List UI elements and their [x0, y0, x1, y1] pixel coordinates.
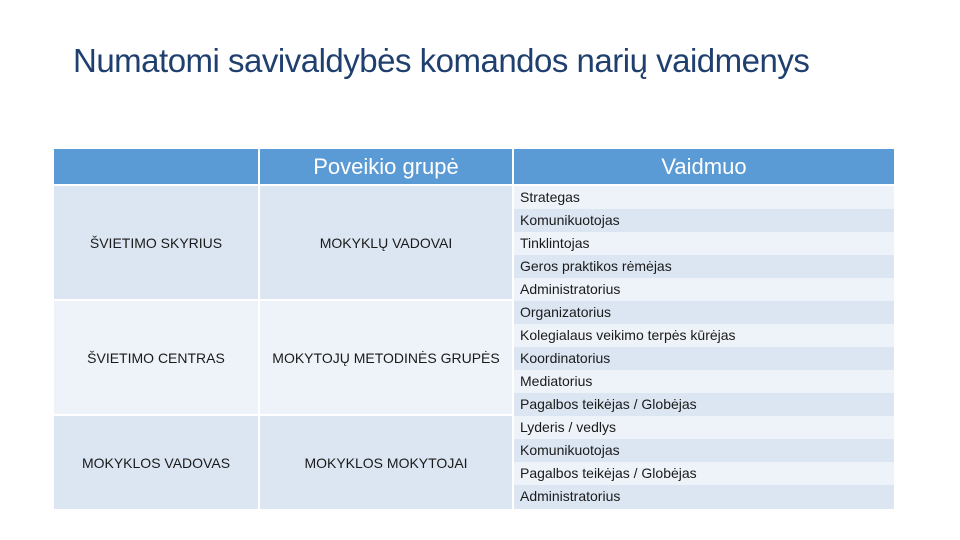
- role-item: Lyderis / vedlys: [520, 419, 616, 435]
- impact-group-cell: [260, 301, 512, 414]
- entity-label: MOKYKLOS VADOVAS: [81, 454, 231, 471]
- entity-cell: [54, 301, 258, 414]
- role-item: Geros praktikos rėmėjas: [520, 258, 672, 274]
- role-item: Komunikuotojas: [520, 212, 620, 228]
- header-label-role: Vaidmuo: [661, 153, 747, 179]
- slide-title: Numatomi savivaldybės komandos narių vaidmenys: [73, 42, 810, 79]
- role-item: Administratorius: [520, 281, 621, 297]
- impact-group-cell: [260, 186, 512, 299]
- entity-label: ŠVIETIMO SKYRIUS: [89, 234, 223, 251]
- header-cell-role: [514, 149, 894, 184]
- role-item: Komunikuotojas: [520, 442, 620, 458]
- entity-label: ŠVIETIMO CENTRAS: [87, 349, 225, 366]
- impact-group-label: MOKYTOJŲ METODINĖS GRUPĖS: [272, 349, 500, 366]
- role-item: Tinklintojas: [520, 235, 590, 251]
- impact-group-label: MOKYKLŲ VADOVAI: [319, 234, 453, 251]
- role-item: Kolegialaus veikimo terpės kūrėjas: [520, 327, 736, 343]
- role-item: Mediatorius: [520, 373, 593, 389]
- impact-group-label: MOKYKLOS MOKYTOJAI: [304, 454, 468, 471]
- role-item: Pagalbos teikėjas / Globėjas: [520, 396, 697, 412]
- header-cell-entity: [54, 149, 258, 184]
- role-item: Koordinatorius: [520, 350, 611, 366]
- entity-cell: [54, 416, 258, 509]
- header-label-impact-group: Poveikio grupė: [313, 153, 459, 179]
- header-cell-impact-group: [260, 149, 512, 184]
- impact-group-cell: [260, 416, 512, 509]
- role-item: Strategas: [520, 189, 580, 205]
- role-item: Administratorius: [520, 488, 621, 504]
- roles-table: [54, 149, 894, 509]
- entity-cell: [54, 186, 258, 299]
- role-item: Pagalbos teikėjas / Globėjas: [520, 465, 697, 481]
- role-item: Organizatorius: [520, 304, 612, 320]
